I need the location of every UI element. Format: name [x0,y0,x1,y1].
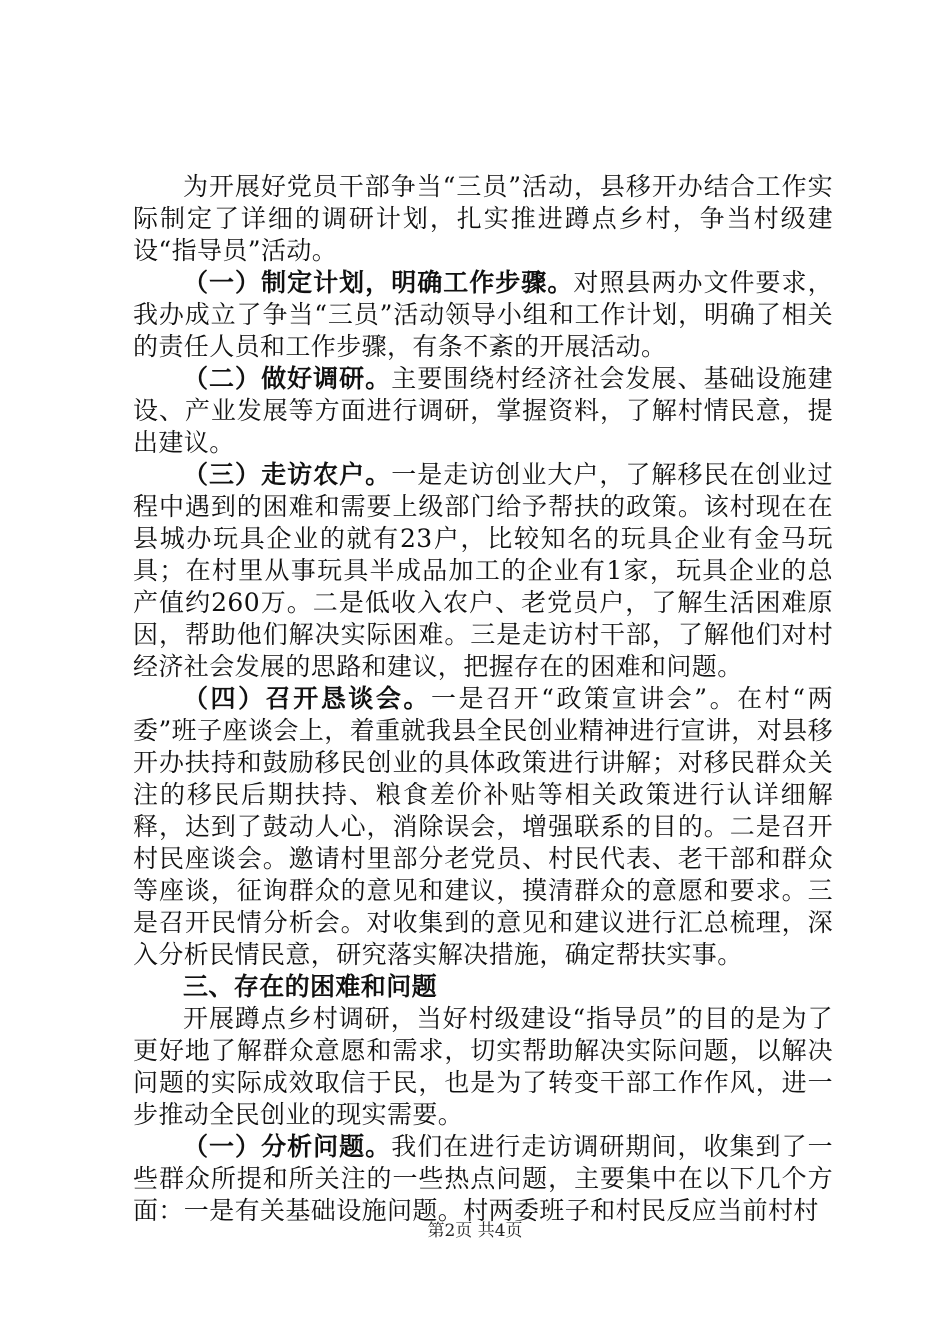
page-footer: 第2页 共4页 [427,1221,523,1241]
paragraph-analysis-text: 我们在进行走访调研期间，收集到了一些群众所提和所关注的一些热点问题，主要集中在以下几个方面：一是有关基础设施问题。村两委班子和村民反应当前村村 [133,1132,833,1225]
paragraph-visit [133,459,833,683]
paragraph-meeting-heading: （四）召开恳谈会。 [183,684,431,713]
section-heading: 三、存在的困难和问题 [183,972,438,1001]
paragraph-analysis-heading: （一）分析问题。 [183,1132,392,1161]
paragraph-purpose [133,1003,833,1131]
paragraph-plan [133,267,833,363]
paragraph-intro-text: 为开展好党员干部争当“三员”活动，县移开办结合工作实际制定了详细的调研计划，扎实推进蹲点乡村，争当村级建设“指导员”活动。 [133,172,833,265]
paragraph-visit-text: 一是走访创业大户，了解移民在创业过程中遇到的困难和需要上级部门给予帮扶的政策。该村现在在县城办玩具企业的就有23户，比较知名的玩具企业有金马玩具；在村里从事玩具半成品加工的企业有1家，玩具企业的总产值约260万。二是低收入农户、老党员户，了解生活困难原因，帮助他们解决实际困难。三是走访村干部，了解他们对村经济社会发展的思路和建议，把握存在的困难和问题。 [133,460,833,681]
paragraph-plan-heading: （一）制定计划，明确工作步骤。 [183,268,574,297]
paragraph-purpose-text: 开展蹲点乡村调研，当好村级建设“指导员”的目的是为了更好地了解群众意愿和需求，切实帮助解决实际问题，以解决问题的实际成效取信于民，也是为了转变干部工作作风，进一步推动全民创业的现实需要。 [133,1004,833,1129]
paragraph-research-text: 主要围绕村经济社会发展、基础设施建设、产业发展等方面进行调研，掌握资料，了解村情民意，提出建议。 [133,364,833,457]
paragraph-research [133,363,833,459]
paragraph-visit-heading: （三）走访农户。 [183,460,392,489]
paragraph-meeting-text: 一是召开“政策宣讲会”。在村“两委”班子座谈会上，着重就我县全民创业精神进行宣讲，对县移开办扶持和鼓励移民创业的具体政策进行讲解；对移民群众关注的移民后期扶持、粮食差价补贴等相关政策进行认详细解释，达到了鼓动人心，消除误会，增强联系的目的。二是召开村民座谈会。邀请村里部分老党员、村民代表、老干部和群众等座谈，征询群众的意见和建议，摸清群众的意愿和要求。三是召开民情分析会。对收集到的意见和建议进行汇总梳理，深入分析民情民意，研究落实解决措施，确定帮扶实事。 [133,684,833,969]
document-body [133,171,833,1227]
paragraph-research-heading: （二）做好调研。 [183,364,392,393]
paragraph-analysis [133,1131,833,1227]
paragraph-intro [133,171,833,267]
paragraph-meeting [133,683,833,971]
paragraph-plan-text: 对照县两办文件要求，我办成立了争当“三员”活动领导小组和工作计划，明确了相关的责任人员和工作步骤，有条不紊的开展活动。 [133,268,833,361]
